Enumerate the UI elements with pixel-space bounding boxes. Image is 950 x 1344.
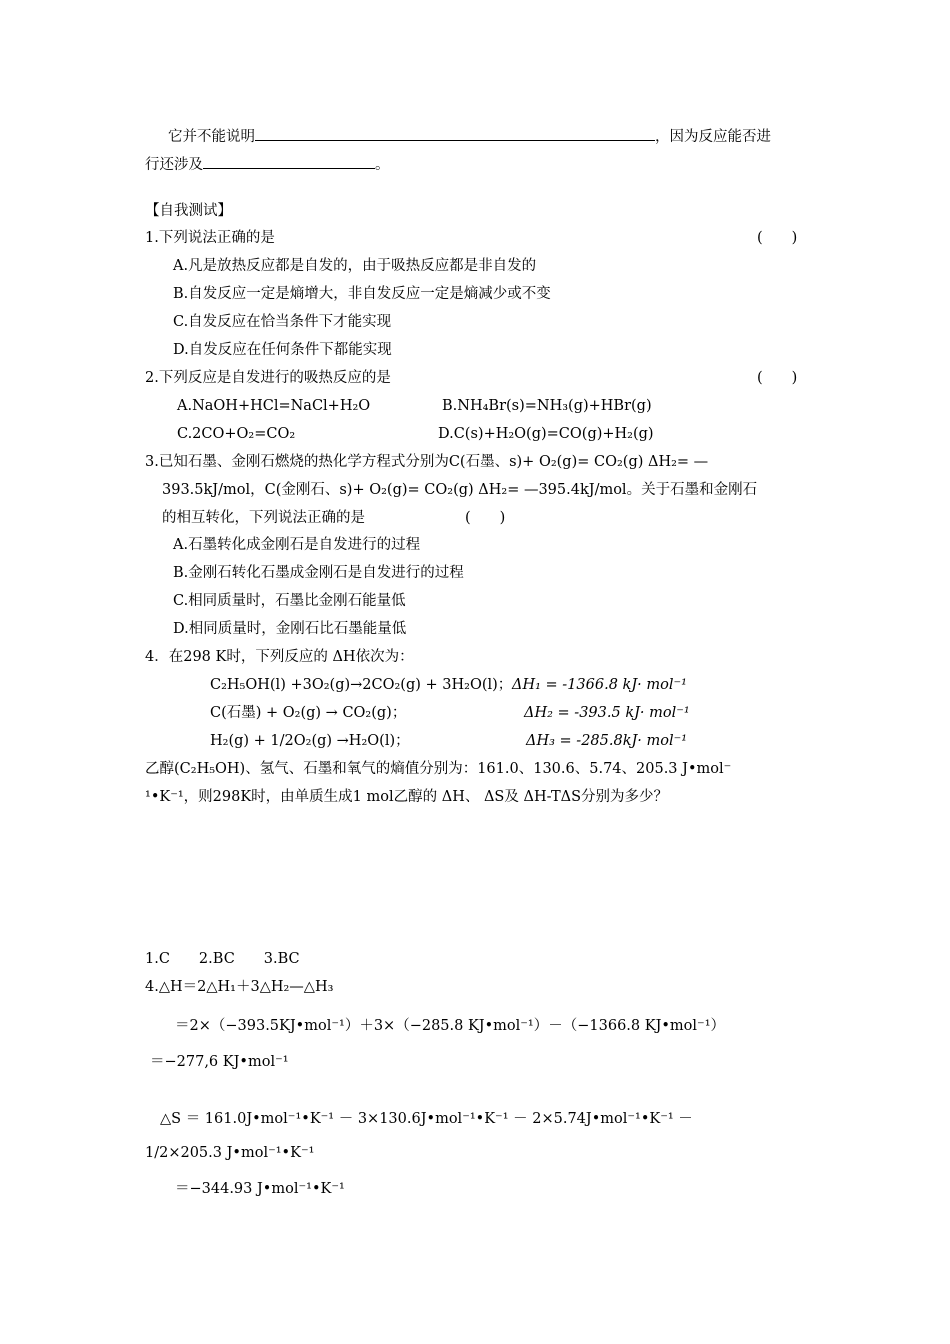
question-4-stem: 4．在298 K时，下列反应的 ΔH依次为： <box>145 649 414 665</box>
blank-line <box>203 151 375 169</box>
answer-line-2: 4.△H＝2△H₁＋3△H₂—△H₃ <box>145 979 334 995</box>
question-3-option-b: B.金刚石转化石墨成金刚石是自发进行的过程 <box>173 565 464 581</box>
question-1-option-c: C.自发反应在恰当条件下才能实现 <box>173 314 392 330</box>
question-2-option-a: A.NaOH+HCl=NaCl+H₂O <box>177 398 371 414</box>
question-4-entropy-line: 乙醇(C₂H₅OH)、氢气、石墨和氧气的熵值分别为：161.0、130.6、5.74、205.3 J•mol⁻ <box>145 761 732 777</box>
answer-line-5: △S ＝ 161.0J•mol⁻¹•K⁻¹ － 3×130.6J•mol⁻¹•K⁻¹ － 2×5.74J•mol⁻¹•K⁻¹ － <box>160 1111 693 1127</box>
section-title: 【自我测试】 <box>145 203 232 219</box>
blank-line <box>255 123 655 141</box>
answer-line-3: ＝2×（−393.5KJ•mol⁻¹）＋3×（−285.8 KJ•mol⁻¹）－（−1366.8 KJ•mol⁻¹） <box>175 1018 726 1034</box>
question-2-option-b: B.NH₄Br(s)=NH₃(g)+HBr(g) <box>442 398 652 414</box>
question-1-option-b: B.自发反应一定是熵增大，非自发反应一定是熵减少或不变 <box>173 286 551 302</box>
question-3-line-2: 393.5kJ/mol，C(金刚石、s)+ O₂(g)= CO₂(g) ΔH₂= —395.4kJ/mol。关于石墨和金刚石 <box>162 482 758 498</box>
answer-line-4: ＝−277,6 KJ•mol⁻¹ <box>150 1054 289 1070</box>
intro-text: 行还涉及 <box>145 157 203 173</box>
answer-line-1: 1.C 2.BC 3.BC <box>145 951 300 967</box>
question-4-enthalpy-1: ΔH₁ = -1366.8 kJ· mol⁻¹ <box>512 677 687 693</box>
question-3-option-c: C.相同质量时，石墨比金刚石能量低 <box>173 593 406 609</box>
question-3-line-3: 的相互转化，下列说法正确的是 <box>162 510 365 526</box>
question-2-option-d: D.C(s)+H₂O(g)=CO(g)+H₂(g) <box>438 426 654 442</box>
answer-line-6: 1/2×205.3 J•mol⁻¹•K⁻¹ <box>145 1145 315 1161</box>
intro-line-1 <box>168 123 771 147</box>
question-2-option-c: C.2CO+O₂=CO₂ <box>177 426 296 442</box>
intro-text: 它并不能说明 <box>168 129 255 145</box>
question-1-stem: 1.下列说法正确的是 <box>145 230 275 246</box>
question-4-question-line: ¹•K⁻¹，则298K时，由单质生成1 mol乙醇的 ΔH、 ΔS及 ΔH-TΔS分别为多少？ <box>145 789 669 805</box>
question-2-stem: 2.下列反应是自发进行的吸热反应的是 <box>145 370 391 386</box>
intro-text: 。 <box>375 157 390 173</box>
question-4-enthalpy-3: ΔH₃ = -285.8kJ· mol⁻¹ <box>526 733 688 749</box>
question-1-option-a: A.凡是放热反应都是自发的，由于吸热反应都是非自发的 <box>173 258 537 274</box>
question-3-option-a: A.石墨转化成金刚石是自发进行的过程 <box>173 537 421 553</box>
intro-text: ，因为反应能否进 <box>655 129 771 145</box>
question-1-answer-paren: ( ) <box>757 230 798 246</box>
question-1-option-d: D.自发反应在任何条件下都能实现 <box>173 342 392 358</box>
question-2-answer-paren: ( ) <box>757 370 798 386</box>
question-4-equation-3: H₂(g) + 1/2O₂(g) →H₂O(l)； <box>210 733 410 749</box>
question-3-line-1: 3.已知石墨、金刚石燃烧的热化学方程式分别为C(石墨、s)+ O₂(g)= CO₂(g) ΔH₂= — <box>145 454 709 470</box>
question-4-equation-1: C₂H₅OH(l) +3O₂(g)→2CO₂(g) + 3H₂O(l)； <box>210 677 513 693</box>
question-3-answer-paren: ( ) <box>465 510 506 526</box>
question-3-option-d: D.相同质量时，金刚石比石墨能量低 <box>173 621 407 637</box>
question-4-enthalpy-2: ΔH₂ = -393.5 kJ· mol⁻¹ <box>524 705 690 721</box>
answer-line-7: ＝−344.93 J•mol⁻¹•K⁻¹ <box>175 1181 345 1197</box>
intro-line-2 <box>145 151 390 175</box>
question-4-equation-2: C(石墨) + O₂(g) → CO₂(g)； <box>210 705 407 721</box>
